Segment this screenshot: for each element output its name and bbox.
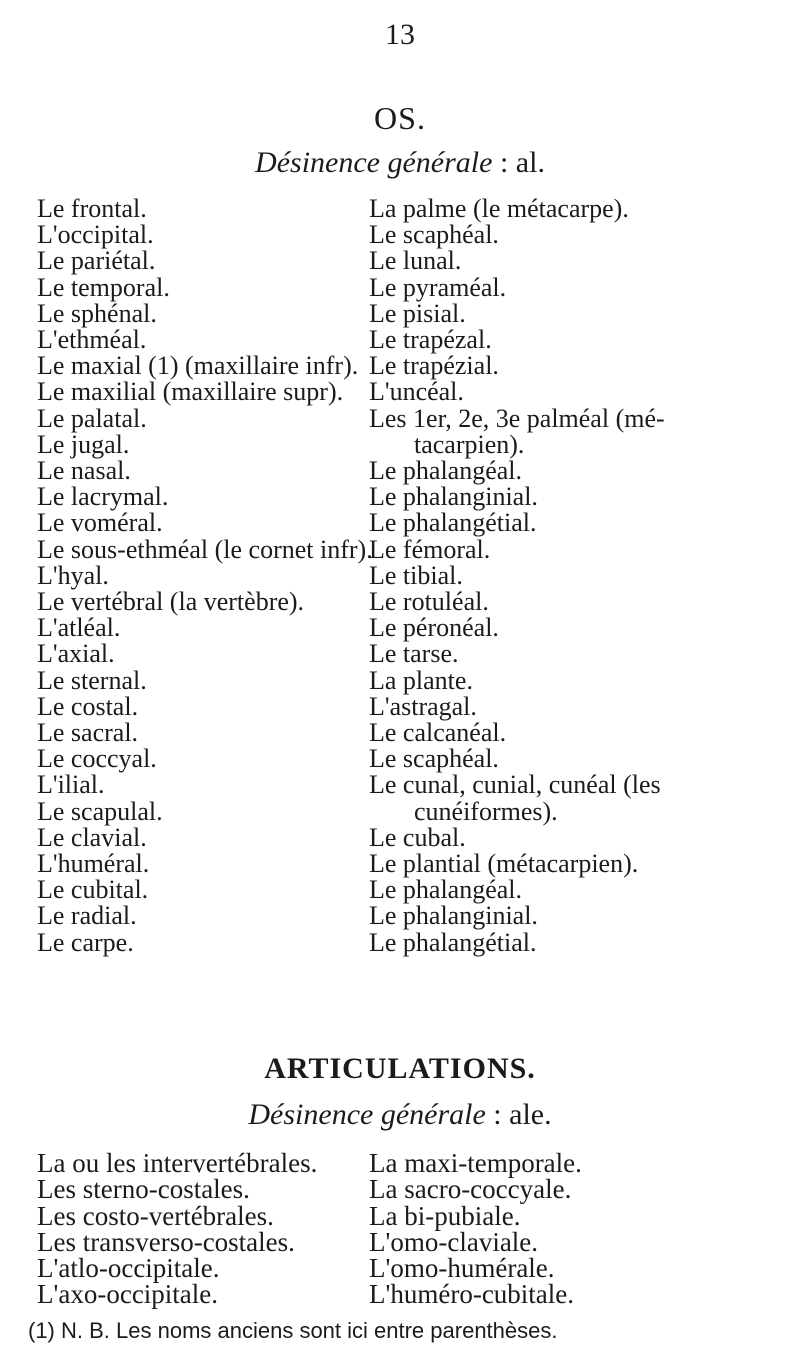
list-item: L'axo-occipitale. bbox=[37, 1279, 219, 1310]
list-item: Le maxial (1) (maxillaire infr). bbox=[37, 351, 359, 381]
list-item: Le phalangéal. bbox=[369, 875, 523, 905]
list-item: Le cubital. bbox=[37, 875, 149, 905]
list-item: Le fémoral. bbox=[369, 534, 491, 564]
list-item: Le cubal. bbox=[369, 822, 466, 852]
list-item: Le voméral. bbox=[37, 508, 163, 538]
list-item: Le calcanéal. bbox=[369, 718, 507, 748]
list-item: Le lacrymal. bbox=[37, 482, 169, 512]
subtitle-suffix: : ale. bbox=[485, 1098, 552, 1131]
page-number: 13 bbox=[385, 18, 415, 51]
list-item: Le sous-ethméal (le cornet infr). bbox=[37, 534, 373, 564]
list-item: Le nasal. bbox=[37, 456, 131, 486]
list-item: Le tibial. bbox=[369, 560, 463, 590]
list-item: L'ethméal. bbox=[37, 325, 147, 355]
list-item: L'omo-claviale. bbox=[369, 1226, 539, 1257]
list-item: L'omo-humérale. bbox=[369, 1253, 555, 1284]
section-subtitle-os bbox=[0, 146, 800, 180]
list-item: L'ilial. bbox=[37, 770, 105, 800]
os-left-column bbox=[37, 196, 373, 956]
list-item-continuation: tacarpien). bbox=[414, 429, 525, 459]
list-item: Le sternal. bbox=[37, 665, 147, 695]
list-item: Le carpe. bbox=[37, 927, 134, 957]
list-item: Le sacral. bbox=[37, 718, 139, 748]
list-item: Le jugal. bbox=[37, 429, 130, 459]
list-item: La maxi-temporale. bbox=[369, 1148, 582, 1178]
list-item: Le clavial. bbox=[37, 822, 147, 852]
list-item: L'huméral. bbox=[37, 849, 150, 879]
list-item: Le costal. bbox=[37, 691, 139, 721]
list-item: Le pyraméal. bbox=[369, 272, 507, 302]
list-item: L'atlo-occipitale. bbox=[37, 1253, 220, 1284]
subtitle-label: Désinence générale bbox=[248, 1098, 486, 1131]
list-item: Le phalanginial. bbox=[369, 901, 538, 931]
list-item: Le frontal. bbox=[37, 194, 147, 223]
list-item: Le scaphéal. bbox=[369, 220, 499, 250]
section-subtitle-articulations bbox=[0, 1098, 800, 1132]
list-item: Le tarse. bbox=[369, 639, 459, 669]
list-item: L'hyal. bbox=[37, 560, 109, 590]
list-item: La plante. bbox=[369, 665, 473, 695]
list-item: Le péronéal. bbox=[369, 613, 499, 643]
list-item: Le scapulal. bbox=[37, 796, 163, 826]
list-item: Le vertébral (la vertèbre). bbox=[37, 587, 305, 617]
list-item: Le trapézial. bbox=[369, 351, 499, 381]
list-item: Le rotuléal. bbox=[369, 587, 489, 617]
list-item: Le sphénal. bbox=[37, 298, 157, 328]
articulations-left-column bbox=[37, 1150, 317, 1308]
list-item: Le maxilial (maxillaire supr). bbox=[37, 377, 344, 407]
list-item: L'astragal. bbox=[369, 691, 477, 721]
list-item: L'huméro-cubitale. bbox=[369, 1279, 575, 1310]
list-item: Le phalangéal. bbox=[369, 456, 523, 486]
list-item: La sacro-coccyale. bbox=[369, 1174, 572, 1205]
list-item: Les 1er, 2e, 3e palméal (mé- bbox=[369, 403, 665, 433]
list-item: La bi-pubiale. bbox=[369, 1200, 521, 1231]
list-item: L'uncéal. bbox=[369, 377, 464, 407]
subtitle-suffix: : al. bbox=[492, 146, 545, 179]
list-item: La palme (le métacarpe). bbox=[369, 194, 629, 223]
section-title-os: OS. bbox=[374, 100, 426, 136]
list-item: Le phalanginial. bbox=[369, 482, 538, 512]
list-item: Le scaphéal. bbox=[369, 744, 499, 774]
list-item: L'occipital. bbox=[37, 220, 154, 250]
list-item: Le pisial. bbox=[369, 298, 466, 328]
list-item: Le radial. bbox=[37, 901, 137, 931]
list-item: L'atléal. bbox=[37, 613, 121, 643]
list-item: Le coccyal. bbox=[37, 744, 157, 774]
os-right-column bbox=[369, 196, 665, 956]
list-item: Le plantial (métacarpien). bbox=[369, 849, 639, 879]
articulations-right-column bbox=[369, 1150, 582, 1308]
list-item: Le phalangétial. bbox=[369, 927, 537, 957]
list-item: Le palatal. bbox=[37, 403, 147, 433]
list-item: Le pariétal. bbox=[37, 246, 156, 276]
section-title-articulations: ARTICULATIONS. bbox=[264, 1052, 536, 1085]
list-item: Le cunal, cunial, cunéal (les bbox=[369, 770, 661, 800]
list-item: Le phalangétial. bbox=[369, 508, 537, 538]
list-item: L'axial. bbox=[37, 639, 115, 669]
list-item: Le trapézal. bbox=[369, 325, 492, 355]
list-item: Le temporal. bbox=[37, 272, 170, 302]
subtitle-label: Désinence générale bbox=[255, 146, 493, 179]
list-item: La ou les intervertébrales. bbox=[37, 1148, 318, 1178]
list-item: Les costo-vertébrales. bbox=[37, 1200, 274, 1231]
list-item: Les transverso-costales. bbox=[37, 1226, 295, 1257]
footnote: (1) N. B. Les noms anciens sont ici entre parenthèses. bbox=[28, 1318, 558, 1343]
list-item: Les sterno-costales. bbox=[37, 1174, 250, 1205]
list-item-continuation: cunéiformes). bbox=[414, 796, 558, 826]
list-item: Le lunal. bbox=[369, 246, 462, 276]
